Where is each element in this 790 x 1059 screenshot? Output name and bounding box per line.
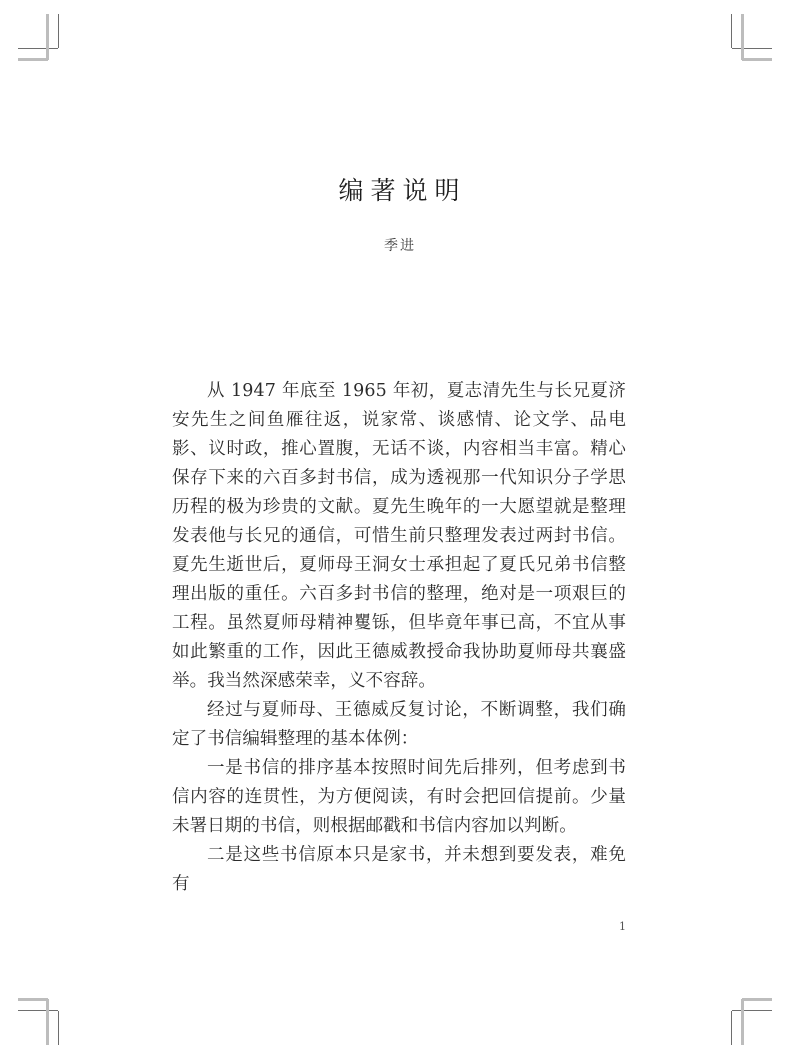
paragraph: 经过与夏师母、王德威反复讨论，不断调整，我们确定了书信编辑整理的基本体例：	[172, 699, 626, 749]
crop-mark-vertical-rule	[58, 14, 59, 48]
crop-mark-horizontal-bar	[742, 998, 772, 1001]
crop-mark-vertical-bar	[741, 999, 744, 1045]
crop-mark-bottom-right	[716, 989, 772, 1045]
author-byline: 季进	[384, 238, 416, 254]
text-column	[172, 0, 626, 899]
crop-mark-horizontal-bar	[18, 998, 48, 1001]
crop-mark-horizontal-rule	[18, 48, 58, 49]
crop-mark-vertical-rule	[58, 1011, 59, 1045]
body-text	[172, 255, 626, 899]
crop-mark-top-left	[18, 14, 74, 70]
crop-mark-vertical-bar	[46, 999, 49, 1045]
crop-mark-horizontal-rule	[732, 1010, 772, 1011]
crop-mark-vertical-bar	[46, 14, 49, 60]
crop-mark-vertical-rule	[731, 14, 732, 48]
paragraph: 从 1947 年底至 1965 年初，夏志清先生与长兄夏济安先生之间鱼雁往返，说家常、谈感情、论文学、品电影、议时政，推心置腹，无话不谈，内容相当丰富。精心保存下来的六百多封书信，成为透视那一代知识分子学思历程的极为珍贵的文献。夏先生晚年的一大愿望就是整理发表他与长兄的通信，可惜生前只整理发表过两封书信。夏先生逝世后，夏师母王洞女士承担起了夏氏兄弟书信整理出版的重任。六百多封书信的整理，绝对是一项艰巨的工程。虽然夏师母精神矍铄，但毕竟年事已高，不宜从事如此繁重的工作，因此王德威教授命我协助夏师母共襄盛举。我当然深感荣幸，义不容辞。	[172, 380, 626, 691]
page-title: 编著说明	[338, 176, 467, 205]
crop-mark-bottom-left	[18, 989, 74, 1045]
crop-mark-vertical-bar	[741, 14, 744, 60]
paragraph: 一是书信的排序基本按照时间先后排列，但考虑到书信内容的连贯性，为方便阅读，有时会把回信提前。少量未署日期的书信，则根据邮戳和书信内容加以判断。	[172, 757, 626, 836]
crop-mark-vertical-rule	[731, 1011, 732, 1045]
crop-mark-horizontal-bar	[742, 58, 772, 61]
crop-mark-horizontal-rule	[732, 48, 772, 49]
crop-mark-horizontal-bar	[18, 58, 48, 61]
paragraph: 二是这些书信原本只是家书，并未想到要发表，难免有	[172, 844, 626, 894]
crop-mark-horizontal-rule	[18, 1010, 58, 1011]
page-number: 1	[619, 920, 626, 933]
crop-mark-top-right	[716, 14, 772, 70]
